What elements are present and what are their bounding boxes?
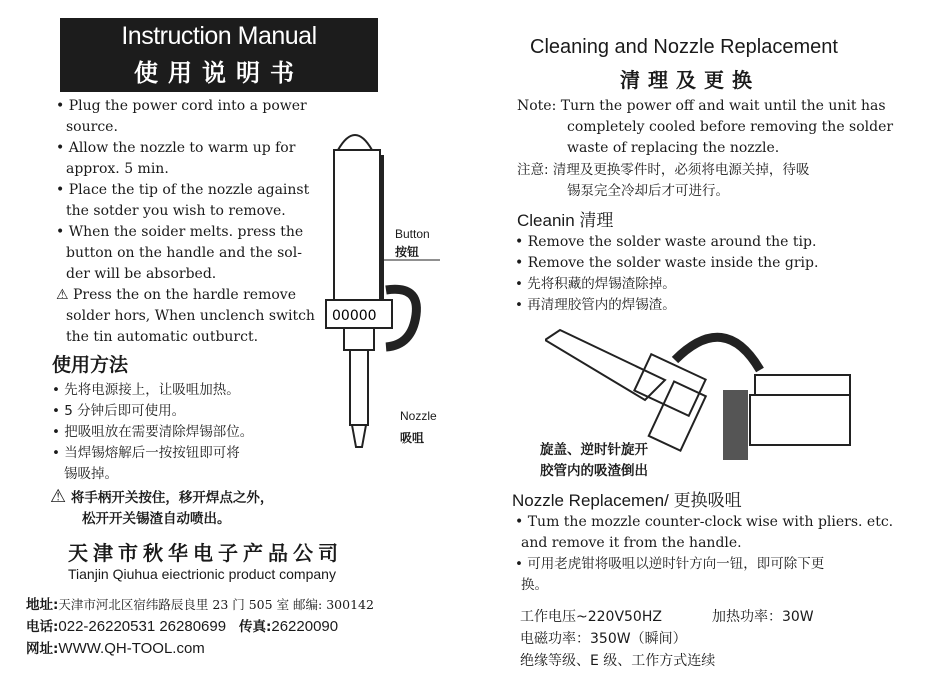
manual-header xyxy=(60,18,378,92)
step-text: the sotder you wish to remove. xyxy=(66,203,286,219)
warning-cn: ⚠ 将手柄开关按住，移开焊点之外， 松开开关锡渣自动喷出。 xyxy=(50,486,274,527)
nozzle-label: Nozzle 吸咀 xyxy=(400,409,437,445)
warning-text: the tin automatic outburct. xyxy=(66,329,259,345)
replacement-list: • Tum the mozzle counter-clock wise with pliers. etc. and remove it from the handle. • 可用老虎钳将吸咀以逆时针方向一钮，即可除下更 换。 xyxy=(515,514,894,593)
step-text: Place the tip of the nozzle against xyxy=(68,182,310,198)
usage-title: 使用方法 xyxy=(52,354,129,376)
warning-text: solder hors, When unclench switch xyxy=(66,308,315,324)
svg-text:00000: 00000 xyxy=(332,308,377,324)
step-text: button on the handle and the sol- xyxy=(66,245,302,261)
warning-icon: ⚠ xyxy=(56,287,69,303)
cleaning-list: • Remove the solder waste around the tip. • Remove the solder waste inside the grip. • 先将积藏的焊锡渣除掉。 • 再清理胶管内的焊锡渣。 xyxy=(515,234,819,313)
warning-icon: ⚠ xyxy=(50,486,67,507)
button-label: Button 按钮 xyxy=(395,227,430,259)
cleaning-title: Cleanin 清理 xyxy=(517,211,614,230)
step-text: source. xyxy=(66,119,118,135)
steps-en: • Plug the power cord into a power source. • Allow the nozzle to warm up for approx. 5 min. • Place the tip of the nozzle against the sotder you wish to remove. • When the soider melts. press the button on the handle and the sol- der will be absorbed. ⚠ Press the on the hardle remove solder hors, When unclench switch the tin automatic outburct. xyxy=(56,96,315,348)
note-en: Note: Turn the power off and wait until the unit has completely cooled before removing the solder waste of replacing the nozzle. xyxy=(517,98,894,156)
step-text: Allow the nozzle to warm up for xyxy=(68,140,296,156)
company-name-en: Tianjin Qiuhua eiectrionic product company xyxy=(68,566,336,582)
illustration-caption: 旋盖、逆时针旋开 胶管内的吸渣倒出 xyxy=(540,442,648,479)
note-cn: 注意: 清理及更换零件时，必须将电源关掉，待吸 锡泵完全冷却后才可进行。 xyxy=(517,162,810,199)
contact-info: 地址:天津市河北区宿纬路辰良里 23 门 505 室 邮编: 300142 电话:022-26220531 26280699 传真:26220090 网址:WWW.QH-TOOL.com xyxy=(26,597,374,657)
section-title-en: Cleaning and Nozzle Replacement xyxy=(530,36,838,58)
usage-list: • 先将电源接上，让吸咀加热。 • 5 分钟后即可使用。 • 把吸咀放在需要清除焊锡部位。 • 当焊锡熔解后一按按钮即可将 锡吸掉。 xyxy=(52,382,254,482)
header-title-en: Instruction Manual xyxy=(121,22,317,50)
section-title-cn: 清理及更换 xyxy=(620,68,760,92)
step-text: der will be absorbed. xyxy=(66,266,217,282)
header-title-cn: 使用说明书 xyxy=(134,59,304,87)
replacement-title: Nozzle Replacemen/ 更换吸咀 xyxy=(512,491,742,510)
company-name-cn: 天津市秋华电子产品公司 xyxy=(68,541,343,565)
warning-text: Press the on the hardle remove xyxy=(73,287,296,303)
website-link[interactable]: WWW.QH-TOOL.com xyxy=(58,640,205,657)
specifications: 工作电压~220V50HZ 加热功率：30W 电磁功率：350W（瞬间） 绝缘等级、E 级、工作方式连续 xyxy=(520,609,814,669)
step-text: When the soider melts. press the xyxy=(68,224,304,240)
step-text: Plug the power cord into a power xyxy=(68,98,307,114)
step-text: approx. 5 min. xyxy=(66,161,169,177)
